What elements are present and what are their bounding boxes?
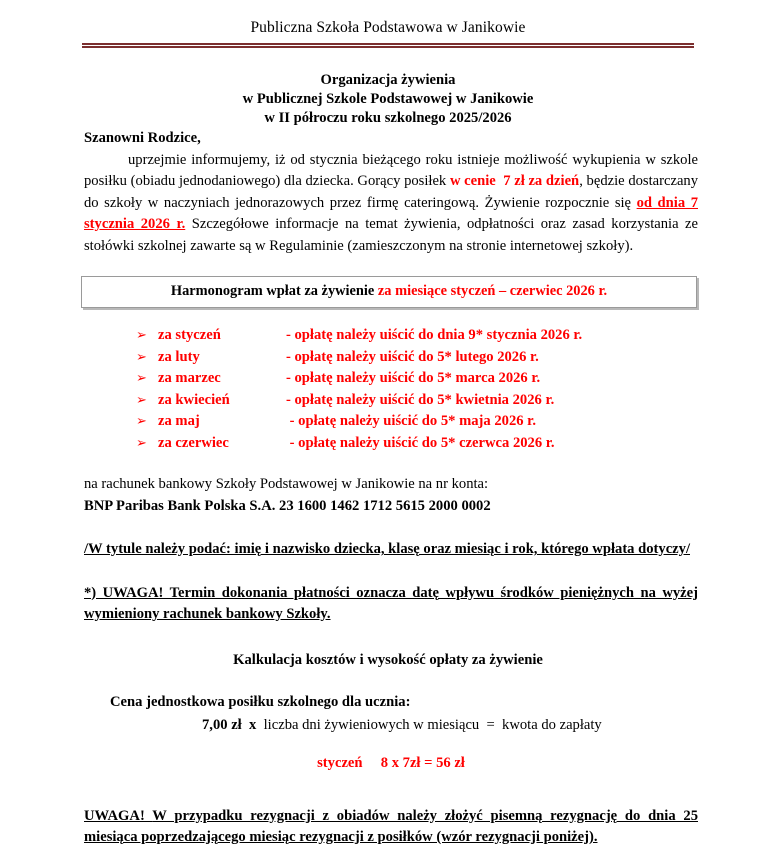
salutation: Szanowni Rodzice,	[84, 130, 201, 146]
month-label: za styczeń	[158, 327, 221, 343]
arrow-bullet-icon: ➢	[136, 414, 147, 429]
month-deadline: - opłatę należy uiścić do 5* maja 2026 r.	[286, 413, 536, 429]
list-item	[0, 325, 776, 347]
list-item	[0, 390, 776, 412]
resignation-warning-lead: UWAGA!	[84, 807, 153, 824]
intro-text-part-1: uprzejmie informujemy, iż od stycznia bieżącego roku istnieje możliwość wykupienia w szkole posiłku (obiadu jednodaniowego) dla dziecka. Gorący posiłek	[84, 151, 698, 189]
month-label: za czerwiec	[158, 434, 229, 451]
school-name: Publiczna Szkoła Podstawowa w Janikowie	[250, 19, 526, 36]
formula-remainder: liczba dni żywieniowych w miesiącu = kwota do zapłaty	[256, 716, 602, 733]
transfer-title-note: /W tytule należy podać: imię i nazwisko dziecka, klasę oraz miesiąc i rok, którego wpłata dotyczy/	[84, 541, 690, 557]
intro-paragraph	[84, 128, 698, 257]
bank-intro-line: na rachunek bankowy Szkoły Podstawowej w Janikowie na nr konta:	[84, 476, 489, 492]
schedule-box-label-black: Harmonogram wpłat za żywienie	[170, 283, 378, 299]
arrow-bullet-icon: ➢	[136, 328, 147, 343]
schedule-box-label-red: za miesiące styczeń – czerwiec 2026 r.	[377, 283, 608, 299]
calculation-block	[110, 691, 698, 737]
price-highlight-label: w cenie	[449, 173, 496, 189]
list-item	[0, 368, 776, 390]
payment-date-warning: *) UWAGA! Termin dokonania płatności oznacza datę wpływu środków pieniężnych na wyżej wymieniony rachunek bankowy Szkoły.	[84, 584, 698, 622]
formula-unit-price: 7,00 zł x	[202, 716, 257, 733]
month-deadline: - opłatę należy uiścić do 5* lutego 2026 r.	[286, 348, 539, 365]
bank-account-number: BNP Paribas Bank Polska S.A. 23 1600 1462 1712 5615 2000 0002	[84, 497, 491, 514]
calculation-example: styczeń 8 x 7zł = 56 zł	[317, 754, 465, 771]
arrow-bullet-icon: ➢	[136, 349, 147, 365]
month-label: za marzec	[158, 370, 221, 386]
document-title-line-2: w Publicznej Szkole Podstawowej w Janikowie	[242, 91, 534, 107]
bank-account-block	[84, 474, 698, 517]
list-item	[0, 433, 776, 455]
month-label: za luty	[158, 348, 200, 365]
unit-price-label: Cena jednostkowa posiłku szkolnego dla ucznia:	[110, 693, 411, 710]
payment-schedule-box	[81, 276, 697, 308]
month-deadline: - opłatę należy uiścić do 5* marca 2026 r.	[286, 370, 541, 386]
list-item	[0, 347, 776, 369]
arrow-bullet-icon: ➢	[136, 371, 147, 386]
document-title-line-1: Organizacja żywienia	[320, 72, 456, 88]
document-title-line-3: w II półroczu roku szkolnego 2025/2026	[264, 110, 512, 126]
header-divider-rule	[82, 43, 694, 48]
school-header	[0, 0, 776, 37]
month-label: za maj	[158, 413, 200, 429]
intro-text-part-3: Szczegółowe informacje na temat żywienia, odpłatności oraz zasad korzystania ze stołówki szkolnej zawarte są w Regulaminie (zamieszczonym na stronie internetowej szkoły).	[84, 216, 699, 254]
resignation-warning	[84, 806, 698, 849]
intro-text-part-2: , będzie dostarczany do szkoły w naczyniach jednorazowych przez firmę cateringową. Żywienie rozpocznie się	[84, 173, 699, 211]
document-title	[0, 71, 776, 128]
arrow-bullet-icon: ➢	[136, 392, 147, 408]
arrow-bullet-icon: ➢	[136, 435, 147, 451]
list-item	[0, 411, 776, 433]
price-highlight-value: 7 zł za dzień	[503, 173, 580, 189]
payment-deadline-list	[0, 325, 776, 454]
month-label: za kwiecień	[158, 391, 230, 408]
start-date-highlight: od dnia 7 stycznia 2026 r.	[84, 194, 698, 232]
month-deadline: - opłatę należy uiścić do 5* kwietnia 2026 r.	[286, 391, 555, 408]
calculation-heading: Kalkulacja kosztów i wysokość opłaty za żywienie	[233, 651, 543, 668]
month-deadline: - opłatę należy uiścić do dnia 9* stycznia 2026 r.	[286, 327, 583, 343]
resignation-warning-text: W przypadku rezygnacji z obiadów należy złożyć pisemną rezygnację do dnia 25 miesiąca poprzedzającego miesiąc rezygnacji z posiłków (wzór rezygnacji poniżej).	[84, 807, 698, 845]
month-deadline: - opłatę należy uiścić do 5* czerwca 2026 r.	[286, 434, 555, 451]
intro-body	[84, 150, 698, 258]
calculation-formula	[110, 714, 698, 737]
